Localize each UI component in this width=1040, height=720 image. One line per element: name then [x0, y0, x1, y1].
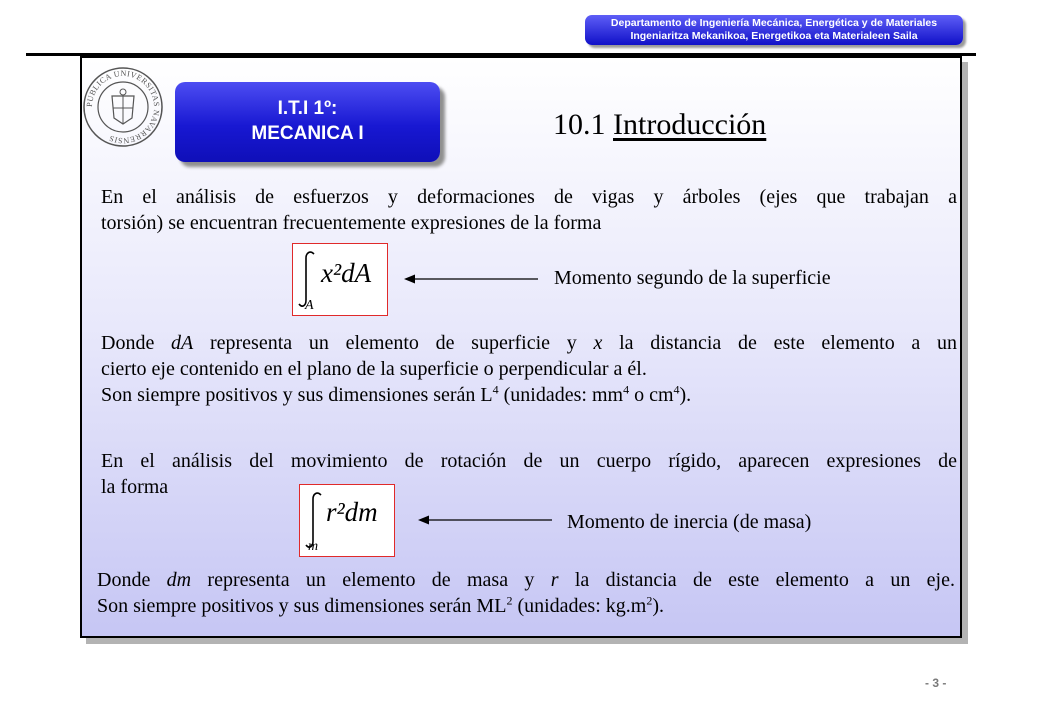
formula-area-moment [292, 243, 388, 316]
text-run: ). [679, 384, 692, 406]
formula-label: Momento de inercia (de masa) [567, 511, 812, 533]
arrow-left-icon [417, 513, 553, 527]
department-banner [585, 15, 963, 45]
course-badge [175, 82, 440, 162]
formula-label: Momento segundo de la superficie [554, 267, 831, 289]
exponent: 4 [673, 382, 680, 397]
paragraph-area-definition [101, 330, 957, 408]
text-run: Son siempre positivos y sus dimensiones serán ML [97, 595, 507, 617]
paragraph-line: la forma [101, 476, 169, 498]
text-run: representa un elemento de superficie y [209, 332, 577, 354]
text-run: Donde [101, 332, 155, 354]
exponent: 2 [646, 593, 653, 608]
paragraph-line [97, 567, 955, 593]
department-name-eu: Ingeniaritza Mekanikoa, Energetikoa eta Materialeen Saila [630, 30, 918, 42]
course-name: MECANICA I [251, 123, 364, 144]
exponent: 4 [492, 382, 499, 397]
svg-text:PUBLICA UNIVERSITAS NAVARRENSI: PUBLICA UNIVERSITAS NAVARRENSIS [84, 68, 162, 146]
formula-mass-moment [299, 484, 395, 557]
university-seal-icon [82, 66, 164, 148]
formula-integrand: r²dm [326, 497, 378, 527]
paragraph-line: cierto eje contenido en el plano de la superficie o perpendicular a él. [101, 358, 647, 380]
text-run: (unidades: kg.m [512, 595, 647, 617]
course-code: I.T.I 1º: [277, 98, 338, 119]
exponent: 4 [623, 382, 630, 397]
paragraph-line [101, 330, 957, 356]
text-run: (unidades: mm [498, 384, 624, 406]
paragraph-mass-definition [97, 567, 955, 619]
paragraph-line [97, 593, 955, 619]
exponent: 2 [506, 593, 513, 608]
department-name-es: Departamento de Ingeniería Mecánica, Energética y de Materiales [610, 17, 938, 29]
variable: dA [171, 332, 194, 354]
section-number: 10.1 [553, 108, 606, 141]
paragraph-line: En el análisis del movimiento de rotación de un cuerpo rígido, aparecen expresiones de [101, 450, 957, 472]
paragraph-line: En el análisis de esfuerzos y deformaciones de vigas y árboles (ejes que trabajan a [101, 186, 957, 208]
text-run: Son siempre positivos y sus dimensiones serán L [101, 384, 493, 406]
formula-lower-limit: A [305, 298, 314, 313]
text-run: ). [652, 595, 664, 617]
text-run: la distancia de este elemento a un eje. [574, 569, 955, 591]
formula-integrand: x²dA [321, 258, 372, 288]
paragraph-line: torsión) se encuentran frecuentemente expresiones de la forma [101, 212, 602, 234]
variable: dm [166, 569, 192, 591]
text-run: o cm [629, 384, 674, 406]
page-number: - 3 - [925, 676, 947, 690]
variable: x [593, 332, 603, 354]
slide-title [553, 108, 766, 142]
variable: r [550, 569, 559, 591]
paragraph-rotation [101, 448, 957, 500]
section-title: Introducción [613, 108, 767, 141]
formula-lower-limit: m [308, 539, 319, 554]
paragraph-beams [101, 184, 957, 236]
text-run: la distancia de este elemento a un [619, 332, 958, 354]
paragraph-line [101, 382, 957, 408]
text-run: representa un elemento de masa y [207, 569, 535, 591]
text-run: Donde [97, 569, 151, 591]
arrow-left-icon [403, 272, 539, 286]
